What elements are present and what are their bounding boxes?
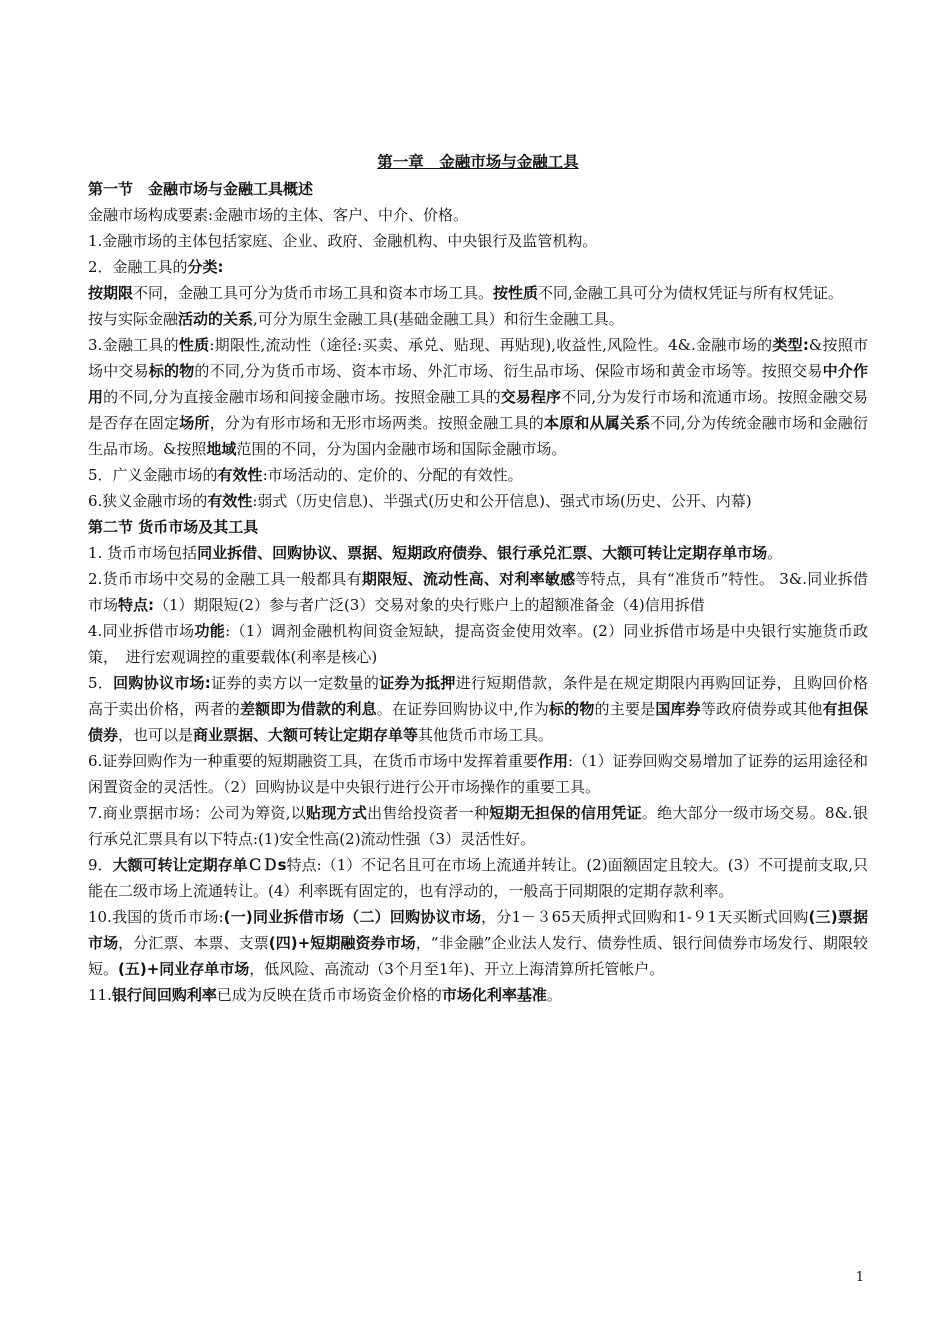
paragraph: 1.金融市场的主体包括家庭、企业、政府、金融机构、中央银行及监管机构。 — [88, 232, 598, 250]
chapter-title: 第一章 金融市场与金融工具 — [377, 153, 579, 171]
page-number: 1 — [855, 1270, 864, 1285]
paragraph: 4.同业拆借市场功能:（1）调剂金融机构间资金短缺，提高资金使用效率。(2）同业拆借市场是中央银行实施货币政策， 进行宏观调控的重要载体(利率是核心) — [88, 622, 868, 666]
paragraph: 6.证券回购作为一种重要的短期融资工具，在货币市场中发挥着重要作用:（1）证券回购交易增加了证券的运用途径和闲置资金的灵活性。（2）回购协议是中央银行进行公开市场操作的重要工具。 — [88, 752, 868, 796]
paragraph: 9．大额可转让定期存单ＣＤs特点:（1）不记名且可在市场上流通并转让。(2)面额固定且较大。(3）不可提前支取,只能在二级市场上流通转让。(4）利率既有固定的，也有浮动的，一般高于同期限的定期存款利率。 — [88, 856, 868, 900]
paragraph: 2.货币市场中交易的金融工具一般都具有期限短、流动性高、对利率敏感等特点，具有“准货币”特性。 3&.同业拆借市场特点:（1）期限短(2）参与者广泛(3）交易对象的央行账户上的超额准备金（4)信用拆借 — [88, 570, 868, 614]
section-heading-1: 第一节 金融市场与金融工具概述 — [88, 180, 314, 198]
paragraph: 1. 货币市场包括同业拆借、回购协议、票据、短期政府债券、银行承兑汇票、大额可转让定期存单市场。 — [88, 544, 783, 562]
paragraph: 7.商业票据市场：公司为筹资,以贴现方式出售给投资者一种短期无担保的信用凭证。绝大部分一级市场交易。8&.银行承兑汇票具有以下特点:(1)安全性高(2)流动性强（3）灵活性好。 — [88, 804, 868, 848]
document-page — [88, 150, 868, 1008]
paragraph: 3.金融工具的性质:期限性,流动性（途径:买卖、承兑、贴现、再贴现),收益性,风险性。4&.金融市场的类型:&按照市场中交易标的物的不同,分为货币市场、资本市场、外汇市场、衍生品市场、保险市场和黄金市场等。按照交易中介作用的不同,分为直接金融市场和间接金融市场。按照金融工具的交易程序不同,分为发行市场和流通市场。按照金融交易是否存在固定场所，分为有形市场和无形市场两类。按照金融工具的本原和从属关系不同,分为传统金融市场和金融衍生品市场。&按照地域范围的不同，分为国内金融市场和国际金融市场。 — [88, 336, 868, 458]
paragraph: 金融市场构成要素:金融市场的主体、客户、中介、价格。 — [88, 206, 469, 224]
paragraph: 10.我国的货币市场:(一)同业拆借市场（二）回购协议市场，分1－３65天质押式回购和1-９1天买断式回购(三)票据市场，分汇票、本票、支票(四)+短期融资券市场，“非金融”企业法人发行、债券性质、银行间债券市场发行、期限较短。(五)+同业存单市场，低风险、高流动（3个月至1年)、开立上海清算所托管帐户。 — [88, 908, 869, 978]
paragraph: 按期限不同，金融工具可分为货币市场工具和资本市场工具。按性质不同,金融工具可分为债权凭证与所有权凭证。 — [88, 284, 843, 302]
paragraph: 11.银行间回购利率已成为反映在货币市场资金价格的市场化利率基准。 — [88, 986, 562, 1004]
paragraph: 按与实际金融活动的关系,可分为原生金融工具(基础金融工具）和衍生金融工具。 — [88, 310, 624, 328]
section-heading-2: 第二节 货币市场及其工具 — [88, 518, 259, 536]
paragraph: 6.狭义金融市场的有效性:弱式（历史信息)、半强式(历史和公开信息)、强式市场(历史、公开、内幕) — [88, 492, 752, 510]
paragraph: 5．广义金融市场的有效性:市场活动的、定价的、分配的有效性。 — [88, 466, 523, 484]
paragraph: 2．金融工具的分类: — [88, 258, 224, 276]
paragraph: 5．回购协议市场:证券的卖方以一定数量的证券为抵押进行短期借款，条件是在规定期限内再购回证券，且购回价格高于卖出价格，两者的差额即为借款的利息。在证券回购协议中,作为标的物的主要是国库券等政府债券或其他有担保债券，也可以是商业票据、大额可转让定期存单等其他货币市场工具。 — [88, 674, 868, 744]
